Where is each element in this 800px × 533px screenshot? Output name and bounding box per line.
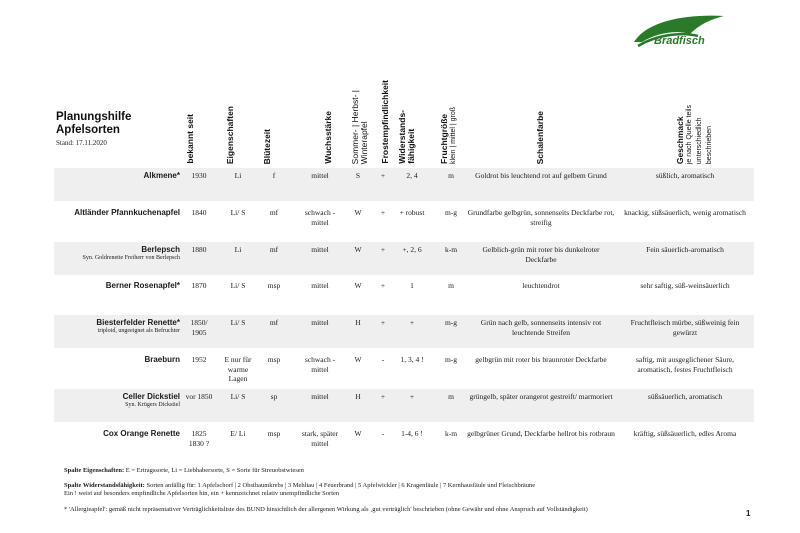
apple-name bbox=[54, 281, 180, 291]
cell-schale: Gelblich-grün mit roter bis dunkelroter Deckfarbe bbox=[482, 245, 600, 264]
cell-eig: E nur für warme Lagen bbox=[224, 355, 252, 383]
header-geschmack-line1: Geschmack bbox=[675, 116, 685, 164]
apple-synonym: triploid, ungeeignet als Befruchter bbox=[97, 327, 180, 334]
bradfisch-leaf-logo-icon bbox=[628, 12, 728, 56]
header-geschmack-sub1: je nach Quelle teils bbox=[686, 104, 693, 164]
cell-bluete: mf bbox=[269, 208, 279, 217]
cell-frucht: m-g bbox=[444, 355, 458, 364]
header-saison-line2: Winterapfel bbox=[359, 121, 369, 164]
apple-name-text: Berner Rosenapfel* bbox=[105, 281, 180, 290]
cell-eig: Li/ S bbox=[230, 318, 246, 327]
apple-name-text: Berlepsch bbox=[141, 245, 180, 254]
cell-bluete: sp bbox=[270, 392, 278, 401]
cell-bekannt: 1825 1830 ? bbox=[188, 429, 210, 448]
cell-bluete: mf bbox=[269, 245, 279, 254]
cell-eig: Li/ S bbox=[230, 392, 246, 401]
cell-wuchs: mittel bbox=[311, 281, 329, 290]
header-geschmack bbox=[675, 62, 713, 164]
cell-geschmack: kräftig, süßsäuerlich, edles Aroma bbox=[633, 429, 737, 438]
cell-bekannt: 1952 bbox=[191, 355, 207, 364]
cell-saison: W bbox=[354, 245, 362, 254]
cell-bekannt: 1930 bbox=[191, 171, 207, 180]
cell-frucht: m-g bbox=[444, 318, 458, 327]
cell-frost: + bbox=[380, 171, 386, 180]
apple-name bbox=[54, 318, 180, 335]
stand-date: Stand: 17.11.2020 bbox=[56, 139, 107, 147]
cell-schale: gelbgrüner Grund, Deckfarbe hellrot bis rotbraun bbox=[467, 429, 615, 438]
apple-synonym: Syn. Krügers Dickstiel bbox=[125, 401, 180, 408]
apple-name-text: Braeburn bbox=[144, 355, 180, 364]
cell-wider: +, 2, 6 bbox=[402, 245, 422, 254]
header-widerstand bbox=[398, 62, 420, 164]
table-row bbox=[54, 315, 754, 348]
cell-frost: - bbox=[381, 429, 385, 438]
cell-saison: S bbox=[355, 171, 361, 180]
cell-schale: grüngelb, später orangerot gestreift/ marmoriert bbox=[469, 392, 613, 401]
header-frucht-line2: klein | mittel | groß bbox=[450, 107, 457, 164]
header-eigenschaften: Eigenschaften bbox=[225, 105, 235, 164]
cell-saison: W bbox=[354, 208, 362, 217]
cell-wuchs: mittel bbox=[311, 318, 329, 327]
header-bluetezeit: Blütezeit bbox=[262, 128, 272, 164]
cell-eig: Li/ S bbox=[230, 281, 246, 290]
page-title-line1: Planungshilfe bbox=[56, 111, 132, 123]
page-number: 1 bbox=[746, 509, 751, 518]
legend-widerstand-note: Ein ! weist auf besonders empfindliche Apfelsorten hin, ein + kennzeichnet relativ unempfindliche Sorten bbox=[64, 490, 340, 497]
table-row bbox=[54, 389, 754, 422]
apple-name-text: Alkmene* bbox=[143, 171, 180, 180]
cell-geschmack: Fruchtfleisch mürbe, süßweinig fein gewürzt bbox=[630, 318, 740, 337]
apple-name-text: Celler Dickstiel bbox=[122, 392, 180, 401]
cell-bluete: msp bbox=[267, 429, 281, 438]
legend-eigenschaften: Spalte Eigenschaften: E = Ertragssorte, Li = Liebhabersorte, S = Sorte für Streuobstwiesen bbox=[64, 467, 304, 474]
header-schalenfarbe: Schalenfarbe bbox=[535, 110, 545, 164]
cell-wuchs: mittel bbox=[311, 392, 329, 401]
header-bekannt: bekannt seit bbox=[185, 114, 195, 164]
cell-frost: - bbox=[381, 355, 385, 364]
cell-eig: Li bbox=[234, 171, 242, 180]
apple-name bbox=[54, 208, 180, 218]
cell-saison: W bbox=[354, 429, 362, 438]
cell-geschmack: knackig, süßsäuerlich, wenig aromatisch bbox=[624, 208, 746, 217]
cell-wuchs: schwach - mittel bbox=[304, 208, 336, 227]
cell-bekannt: 1870 bbox=[191, 281, 207, 290]
title-block bbox=[56, 111, 131, 147]
cell-wider: 1, 3, 4 ! bbox=[400, 355, 424, 364]
cell-wuchs: mittel bbox=[311, 171, 329, 180]
cell-schale: Goldrot bis leuchtend rot auf gelbem Grund bbox=[475, 171, 607, 180]
cell-frost: + bbox=[380, 245, 386, 254]
legend-widerstand: Spalte Widerstandsfähigkeit: Sorten anfällig für: 1 Apfelschorf | 2 Obstbaumkrebs | 3 Mehltau | 4 Feuerbrand | 5 Apfelwickler | 6 Kragenfäule | 7 Kernhausfäule und Fleischbräune bbox=[64, 482, 536, 489]
apple-name-text: Cox Orange Renette bbox=[103, 429, 180, 438]
cell-wider: + robust bbox=[399, 208, 425, 217]
apple-name-text: Altländer Pfannkuchenapfel bbox=[74, 208, 180, 217]
header-saison bbox=[351, 62, 373, 164]
cell-frost: + bbox=[380, 392, 386, 401]
cell-bekannt: 1840 bbox=[191, 208, 207, 217]
cell-geschmack: saftig, mit ausgeglichener Säure, aromatisch, festes Fruchtfleisch bbox=[635, 355, 735, 374]
apple-synonym: Syn. Goldrenette Freiherr von Berlepsch bbox=[82, 254, 180, 261]
apple-name bbox=[54, 429, 180, 439]
apple-name-text: Biesterfelder Renette* bbox=[96, 318, 180, 327]
header-geschmack-sub3: beschrieben bbox=[706, 125, 713, 164]
cell-wider: 1 bbox=[410, 281, 414, 290]
cell-frucht: m bbox=[448, 392, 454, 401]
cell-bekannt: 1850/ 1905 bbox=[190, 318, 208, 337]
cell-frucht: m bbox=[448, 281, 454, 290]
cell-schale: Grundfarbe gelbgrün, sonnenseits Deckfarbe rot, streifig bbox=[467, 208, 615, 227]
legend-allergie: * 'Allergieapfel': gemäß nicht repräsentativer Verträglichkeitsliste des BUND hinsichtlich der allergenen Wirkung als ‚gut verträglich' beschrieben (ohne Gewähr und ohne Anspruch auf Vollständigkeit) bbox=[64, 506, 588, 513]
cell-frucht: m-g bbox=[444, 208, 458, 217]
cell-saison: W bbox=[354, 281, 362, 290]
cell-schale: gelbgrün mit roter bis braunroter Deckfarbe bbox=[475, 355, 607, 364]
cell-geschmack: sehr saftig, süß-weinsäuerlich bbox=[640, 281, 730, 290]
cell-wider: + bbox=[409, 392, 415, 401]
cell-saison: H bbox=[355, 318, 361, 327]
apple-name bbox=[54, 171, 180, 181]
table-row bbox=[54, 242, 754, 275]
cell-wuchs: schwach - mittel bbox=[304, 355, 336, 374]
cell-frost: + bbox=[380, 281, 386, 290]
cell-frost: + bbox=[380, 318, 386, 327]
cell-wuchs: mittel bbox=[311, 245, 329, 254]
header-frucht-line1: Fruchtgröße bbox=[439, 113, 449, 164]
header-widerstand-line2: fähigkeit bbox=[406, 129, 416, 164]
cell-frucht: k-m bbox=[444, 245, 458, 254]
apple-name bbox=[54, 355, 180, 365]
cell-geschmack: süßsäuerlich, aromatisch bbox=[647, 392, 723, 401]
cell-saison: W bbox=[354, 355, 362, 364]
table-row bbox=[54, 278, 754, 311]
brand-name: Bradfisch bbox=[654, 35, 705, 47]
cell-wider: 1-4, 6 ! bbox=[401, 429, 423, 438]
table-row bbox=[54, 426, 754, 460]
header-geschmack-sub2: unterschiedlich bbox=[696, 117, 703, 164]
cell-bekannt: 1880 bbox=[191, 245, 207, 254]
cell-eig: E/ Li bbox=[230, 429, 246, 438]
header-frost: Frostempfindlichkeit bbox=[380, 80, 390, 164]
page-title-line2: Apfelsorten bbox=[56, 124, 120, 136]
cell-bluete: msp bbox=[267, 355, 281, 364]
table-row bbox=[54, 352, 754, 385]
table-row bbox=[54, 205, 754, 238]
cell-bluete: f bbox=[272, 171, 276, 180]
table-row bbox=[54, 168, 754, 201]
cell-bluete: mf bbox=[269, 318, 279, 327]
header-saison-line1: Sommer- | Herbst- | bbox=[350, 89, 360, 164]
cell-frost: + bbox=[380, 208, 386, 217]
cell-schale: leuchtendrot bbox=[522, 281, 560, 290]
cell-wider: 2, 4 bbox=[406, 171, 418, 180]
cell-schale: Grün nach gelb, sonnenseits intensiv rot leuchtende Streifen bbox=[480, 318, 602, 337]
cell-frucht: m bbox=[448, 171, 454, 180]
cell-eig: Li bbox=[234, 245, 242, 254]
header-widerstand-line1: Widerstands- bbox=[397, 110, 407, 164]
cell-geschmack: Fein säuerlich-aromatisch bbox=[646, 245, 724, 254]
cell-frucht: k-m bbox=[444, 429, 458, 438]
header-fruchtgroesse bbox=[440, 62, 462, 164]
cell-wuchs: stark, später mittel bbox=[301, 429, 339, 448]
cell-bekannt: vor 1850 bbox=[185, 392, 213, 401]
apple-name bbox=[54, 245, 180, 262]
header-wuchsstaerke: Wuchsstärke bbox=[323, 111, 333, 164]
cell-eig: Li/ S bbox=[230, 208, 246, 217]
cell-geschmack: süßlich, aromatisch bbox=[655, 171, 715, 180]
cell-bluete: msp bbox=[267, 281, 281, 290]
apple-name bbox=[54, 392, 180, 409]
cell-wider: + bbox=[409, 318, 415, 327]
cell-saison: H bbox=[355, 392, 361, 401]
